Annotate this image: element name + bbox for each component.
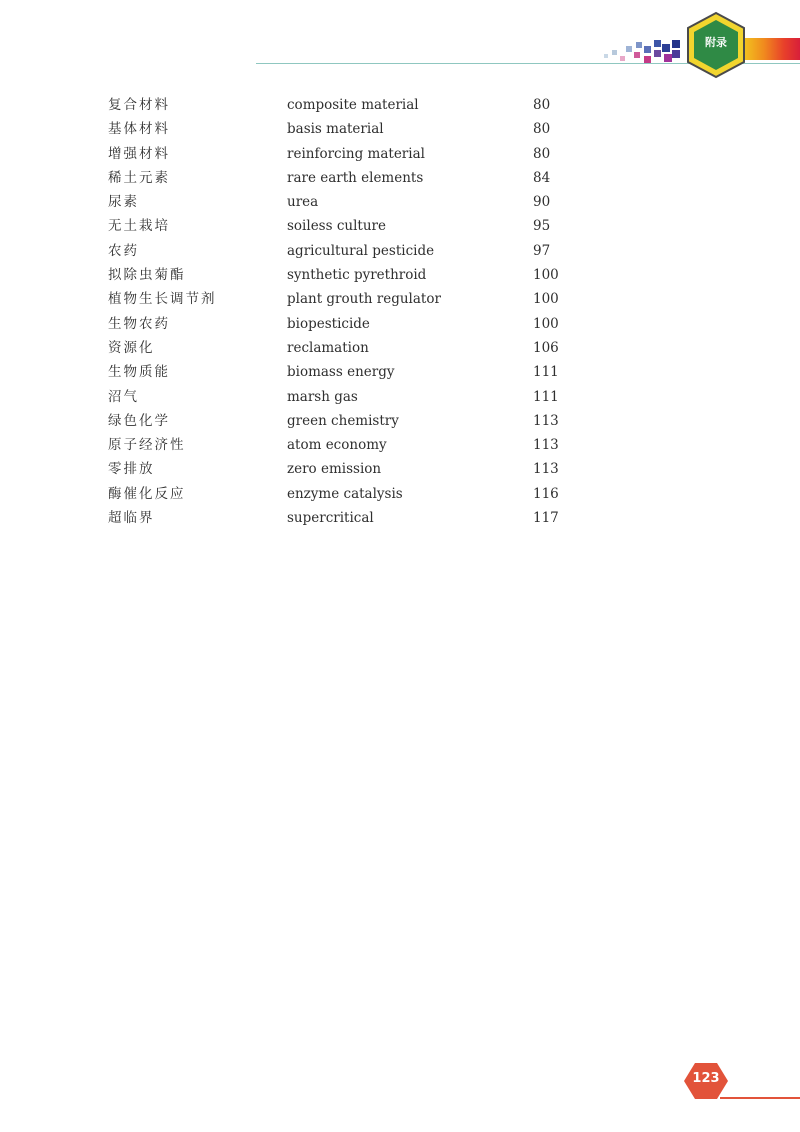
pixel-mosaic-decoration	[600, 36, 680, 66]
glossary-row	[0, 457, 800, 481]
glossary-row	[0, 433, 800, 457]
term-english: basis material	[287, 121, 384, 138]
term-page: 80	[533, 97, 551, 113]
page-number: 123	[692, 1071, 720, 1086]
term-page: 113	[533, 461, 559, 478]
term-english: biopesticide	[287, 315, 370, 332]
glossary-row	[0, 506, 800, 530]
glossary-row	[0, 482, 800, 506]
glossary-row	[0, 166, 800, 190]
term-chinese: 原子经济性	[108, 437, 186, 454]
term-chinese: 生物农药	[108, 315, 170, 332]
term-chinese: 增强材料	[108, 145, 170, 162]
term-english: supercritical	[287, 510, 374, 527]
term-page: 100	[533, 267, 559, 284]
glossary-row	[0, 263, 800, 287]
glossary-row	[0, 117, 800, 141]
footer-rule	[720, 1097, 800, 1099]
term-page: 90	[533, 194, 551, 211]
term-english: synthetic pyrethroid	[287, 267, 427, 284]
term-english: biomass energy	[287, 364, 395, 381]
term-english: composite material	[287, 97, 419, 113]
term-english: plant grouth regulator	[287, 291, 441, 308]
term-chinese: 零排放	[108, 461, 155, 478]
glossary-row	[0, 312, 800, 336]
term-page: 84	[533, 169, 551, 186]
term-chinese: 复合材料	[108, 97, 170, 113]
term-chinese: 尿素	[108, 194, 139, 211]
term-page: 80	[533, 121, 551, 138]
section-label: 附录	[705, 36, 727, 49]
glossary-row	[0, 93, 800, 117]
glossary-row	[0, 360, 800, 384]
glossary-table	[0, 93, 800, 530]
term-english: enzyme catalysis	[287, 485, 403, 502]
term-chinese: 植物生长调节剂	[108, 291, 217, 308]
term-english: rare earth elements	[287, 169, 424, 186]
term-chinese: 沼气	[108, 388, 139, 405]
term-page: 117	[533, 510, 559, 527]
term-chinese: 酶催化反应	[108, 485, 186, 502]
glossary-row	[0, 214, 800, 238]
term-page: 106	[533, 339, 559, 356]
term-chinese: 基体材料	[108, 121, 170, 138]
glossary-row	[0, 385, 800, 409]
term-chinese: 超临界	[108, 510, 155, 527]
term-chinese: 拟除虫菊酯	[108, 267, 186, 284]
term-page: 100	[533, 315, 559, 332]
term-page: 111	[533, 388, 559, 405]
term-page: 80	[533, 145, 551, 162]
term-page: 113	[533, 437, 559, 454]
term-chinese: 稀土元素	[108, 169, 170, 186]
glossary-row	[0, 190, 800, 214]
term-page: 100	[533, 291, 559, 308]
term-page: 97	[533, 242, 551, 259]
term-chinese: 资源化	[108, 339, 155, 356]
term-english: green chemistry	[287, 412, 399, 429]
glossary-row	[0, 239, 800, 263]
term-english: zero emission	[287, 461, 382, 478]
term-page: 113	[533, 412, 559, 429]
term-english: reinforcing material	[287, 145, 425, 162]
term-english: atom economy	[287, 437, 387, 454]
glossary-row	[0, 336, 800, 360]
term-english: marsh gas	[287, 388, 358, 405]
term-chinese: 农药	[108, 242, 139, 259]
term-english: reclamation	[287, 339, 369, 356]
term-chinese: 生物质能	[108, 364, 170, 381]
term-page: 95	[533, 218, 551, 235]
term-chinese: 绿色化学	[108, 412, 170, 429]
term-page: 116	[533, 485, 559, 502]
term-english: soiless culture	[287, 218, 386, 235]
term-english: agricultural pesticide	[287, 242, 435, 259]
term-page: 111	[533, 364, 559, 381]
glossary-row	[0, 409, 800, 433]
term-chinese: 无土栽培	[108, 218, 170, 235]
term-english: urea	[287, 194, 319, 211]
glossary-row	[0, 142, 800, 166]
glossary-row	[0, 287, 800, 311]
